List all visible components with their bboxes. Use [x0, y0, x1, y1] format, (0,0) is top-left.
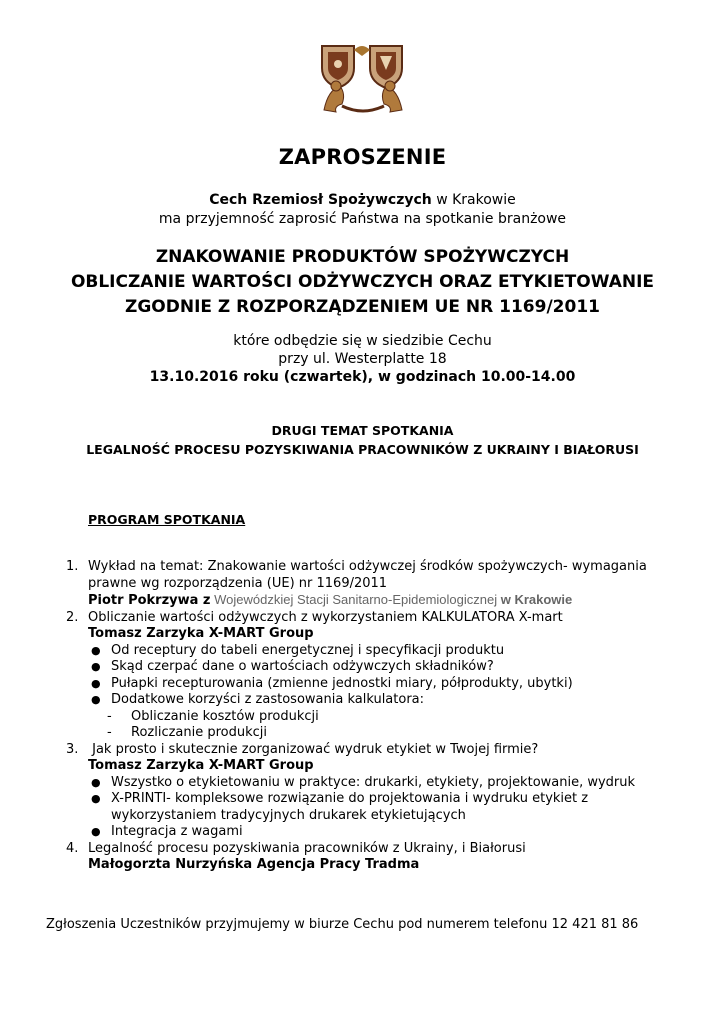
dash-icon: - — [107, 725, 112, 740]
topic-line-3: ZGODNIE Z ROZPORZĄDZENIEM UE NR 1169/2011 — [125, 297, 600, 317]
item-number: 3. — [66, 741, 79, 757]
program-item-2 — [0, 610, 725, 643]
item-2-subitems — [0, 709, 725, 742]
item-1-text-b: prawne wg rozporządzenia (UE) nr 1169/2011 — [88, 575, 388, 591]
item-3-bullets — [0, 775, 725, 841]
organizer-city: w Krakowie — [431, 192, 516, 208]
organizer-name: Cech Rzemiosł Spożywczych — [209, 192, 432, 208]
item-1-speaker — [88, 592, 725, 610]
bullet-icon: ● — [91, 825, 101, 838]
program-heading: PROGRAM SPOTKANIA — [88, 512, 246, 527]
venue-address: przy ul. Westerplatte 18 — [278, 351, 447, 367]
item-2-bullets — [0, 643, 725, 709]
list-item: ● Wszystko o etykietowaniu w praktyce: drukarki, etykiety, projektowanie, wydruk — [91, 774, 636, 790]
intro-line-2: ma przyjemność zaprosić Państwa na spotkanie branżowe — [158, 211, 567, 227]
venue-line-1: które odbędzie się w siedzibie Cechu — [233, 333, 492, 349]
list-item: ● Integracja z wagami — [91, 824, 243, 839]
bullet-icon: ● — [91, 643, 101, 657]
speaker-name: Piotr Pokrzywa z — [88, 593, 211, 608]
program-list — [0, 559, 725, 874]
bullet-icon: ● — [91, 676, 101, 690]
speaker-city: w Krakowie — [497, 592, 573, 607]
second-topic-heading: DRUGI TEMAT SPOTKANIA — [271, 423, 454, 438]
intro — [0, 191, 725, 229]
dash-icon: - — [107, 708, 112, 724]
item-2-speaker: Tomasz Zarzyka X-MART Group — [88, 626, 314, 641]
list-item: ● Skąd czerpać dane o wartościach odżywczych składników? — [91, 659, 494, 674]
topic-line-1: ZNAKOWANIE PRODUKTÓW SPOŻYWCZYCH — [155, 247, 570, 267]
speaker-institution: Wojewódzkiej Stacji Sanitarno-Epidemiologicznej — [210, 592, 498, 607]
bullet-icon: ● — [91, 693, 101, 706]
list-item: - Obliczanie kosztów produkcji — [107, 708, 319, 724]
item-2-text: Obliczanie wartości odżywczych z wykorzystaniem KALKULATORA X-mart — [88, 609, 563, 625]
program-item-4 — [0, 841, 725, 874]
program-item-1 — [0, 559, 725, 610]
item-3-text: Jak prosto i skutecznie zorganizować wydruk etykiet w Twojej firmie? — [88, 741, 539, 757]
page-title: ZAPROSZENIE — [278, 145, 447, 169]
second-topic — [0, 421, 725, 459]
list-item: ● Pułapki recepturowania (zmienne jednostki miary, półprodukty, ubytki) — [91, 675, 573, 691]
bullet-icon: ● — [91, 775, 101, 789]
item-number: 2. — [66, 609, 79, 625]
list-item: ● Dodatkowe korzyści z zastosowania kalkulatora: — [91, 692, 425, 707]
list-item: ● Od receptury do tabeli energetycznej i specyfikacji produktu — [91, 642, 505, 658]
item-number: 4. — [66, 840, 79, 856]
guild-coat-of-arms-icon — [316, 40, 410, 116]
registration-footer: Zgłoszenia Uczestników przyjmujemy w biurze Cechu pod numerem telefonu 12 421 81 86 — [46, 917, 639, 932]
item-3-speaker: Tomasz Zarzyka X-MART Group — [88, 758, 314, 773]
item-4-speaker: Małogorzta Nurzyńska Agencja Pracy Tradma — [88, 857, 420, 872]
bullet-icon: ● — [91, 792, 101, 805]
bullet-icon: ● — [91, 660, 101, 673]
list-item: - Rozliczanie produkcji — [107, 725, 268, 740]
event-date: 13.10.2016 roku (czwartek), w godzinach 10.00-14.00 — [149, 369, 576, 385]
topic-line-2: OBLICZANIE WARTOŚCI ODŻYWCZYCH ORAZ ETYKIETOWANIE — [70, 272, 655, 292]
item-number: 1. — [66, 559, 79, 574]
second-topic-title: LEGALNOŚĆ PROCESU POZYSKIWANIA PRACOWNIKÓW Z UKRAINY I BIAŁORUSI — [86, 442, 639, 457]
main-topic — [0, 245, 725, 320]
item-4-text: Legalność procesu pozyskiwania pracowników z Ukrainy, i Białorusi — [88, 840, 526, 856]
program-item-3 — [0, 742, 725, 775]
list-item: ● X-PRINTI- kompleksowe rozwiązanie do projektowania i wydruku etykiet z wykorzystaniem tradycyjnych drukarek etykietujących — [91, 791, 589, 823]
venue — [0, 332, 725, 386]
item-1-text-a: Wykład na temat: Znakowanie wartości odżywczej środków spożywczych- wymagania — [88, 559, 647, 574]
